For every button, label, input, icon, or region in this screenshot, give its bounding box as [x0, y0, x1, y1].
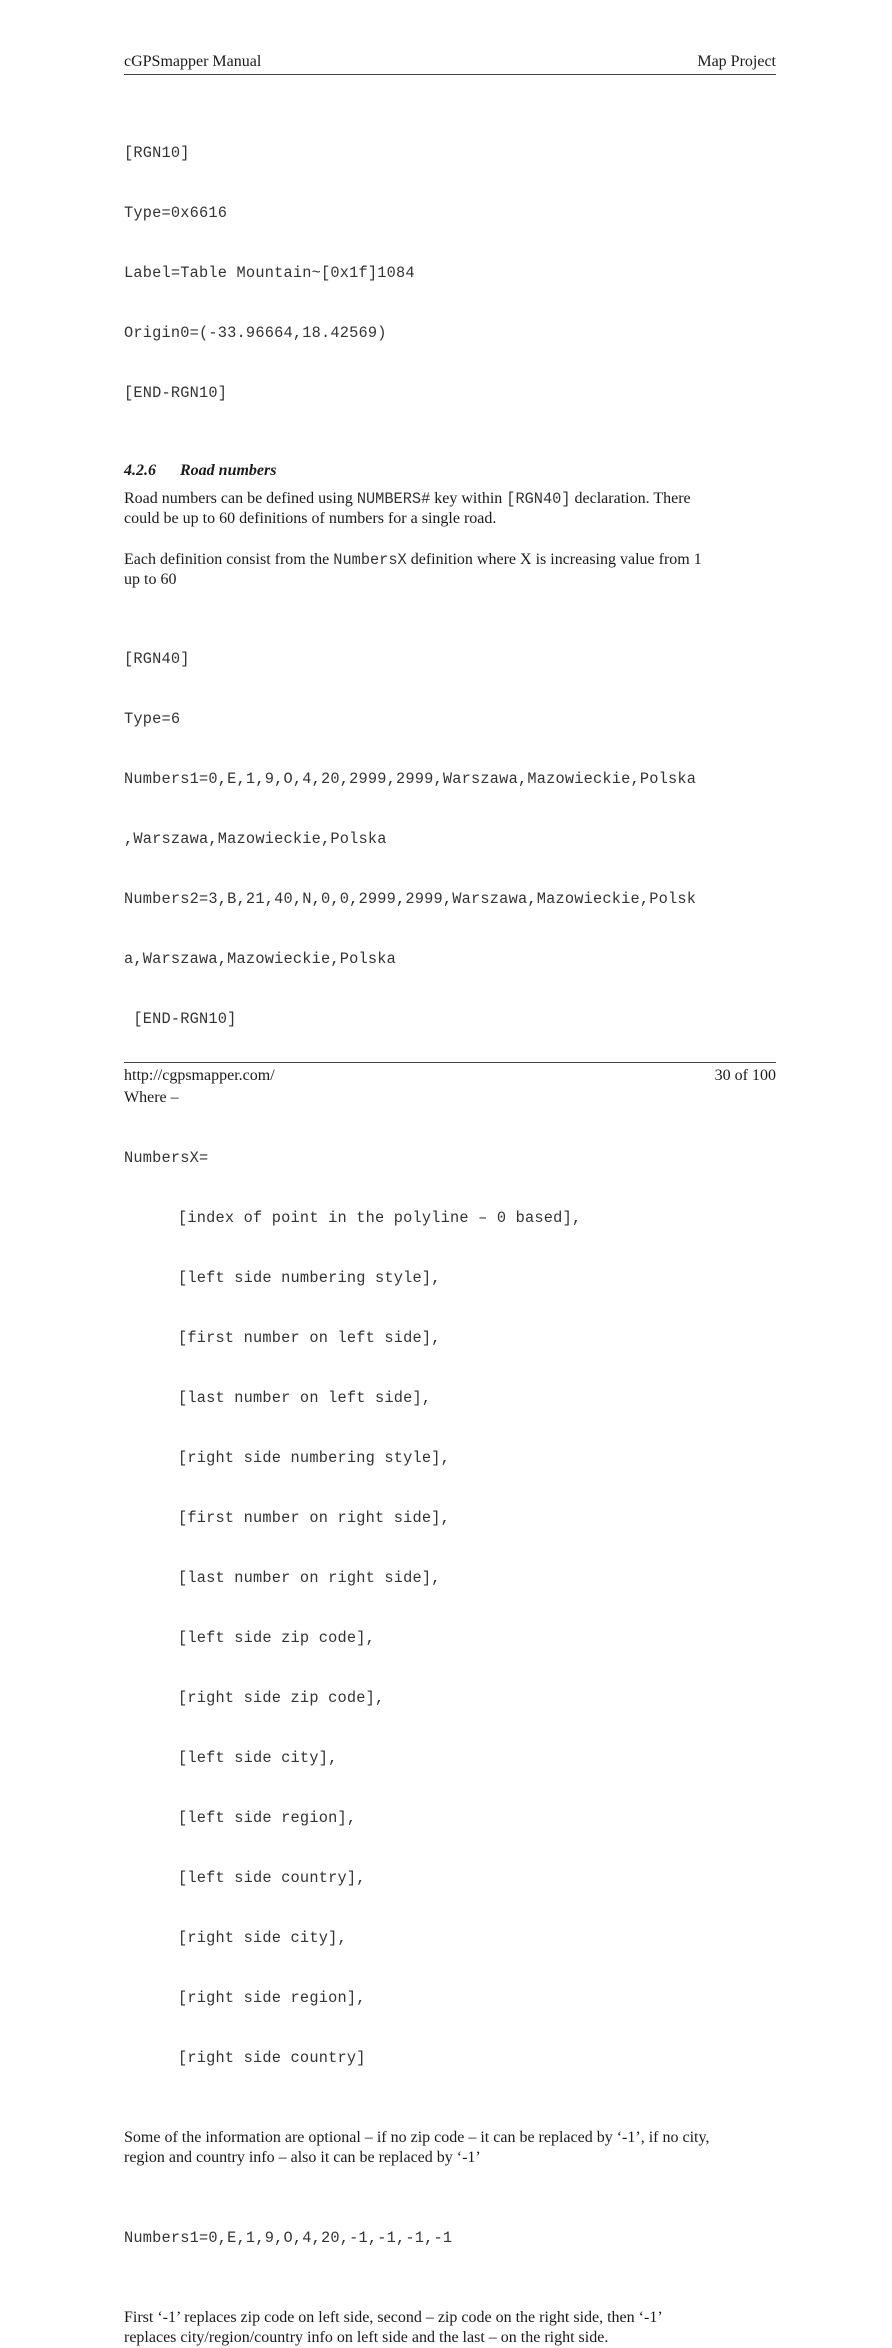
page-content [124, 103, 776, 2348]
code-line: a,Warszawa,Mazowieckie,Polska [124, 950, 397, 968]
code-line: [right side region], [178, 1989, 366, 2007]
paragraph-explanation [124, 2308, 776, 2348]
code-line: [right side numbering style], [178, 1449, 451, 1467]
text: could be up to 60 definitions of numbers for a single road. [124, 510, 497, 527]
code-block-rgn10 [124, 103, 776, 443]
code-line: [END-RGN10] [124, 1010, 237, 1028]
page-footer [124, 1062, 776, 1084]
inline-code: NUMBERS# [356, 490, 431, 508]
code-line: NumbersX= [124, 1149, 209, 1167]
paragraph-optional [124, 2128, 776, 2168]
text: Some of the information are optional – if no zip code – it can be replaced by ‘-1’, if no city, [124, 2129, 710, 2146]
page-header [124, 52, 776, 75]
code-line: [right side zip code], [178, 1689, 385, 1707]
code-block-example [124, 2188, 776, 2288]
code-line: [right side city], [178, 1929, 347, 1947]
code-line: [last number on right side], [178, 1569, 441, 1587]
code-line: Numbers2=3,B,21,40,N,0,0,2999,2999,Warszawa,Mazowieckie,Polsk [124, 890, 697, 908]
code-line: [left side country], [178, 1869, 366, 1887]
code-line: [last number on left side], [178, 1389, 432, 1407]
code-line: [first number on left side], [178, 1329, 441, 1347]
code-line: [RGN10] [124, 144, 190, 162]
section-heading [124, 461, 776, 481]
code-line: Label=Table Mountain~[0x1f]1084 [124, 264, 415, 282]
inline-code: NumbersX [333, 551, 407, 569]
code-line: [index of point in the polyline – 0 based], [178, 1209, 582, 1227]
code-block-rgn40 [124, 609, 776, 1069]
code-block-numbersx [124, 1108, 776, 2108]
paragraph-definition [124, 550, 776, 590]
code-line: [first number on right side], [178, 1509, 451, 1527]
page-number: 30 of 100 [714, 1067, 776, 1084]
code-line: [RGN40] [124, 650, 190, 668]
code-line: [left side city], [178, 1749, 338, 1767]
text: key within [430, 490, 507, 507]
code-line: [left side numbering style], [178, 1269, 441, 1287]
paragraph-intro [124, 489, 776, 529]
code-line: Origin0=(-33.96664,18.42569) [124, 324, 387, 342]
code-line: Numbers1=0,E,1,9,O,4,20,-1,-1,-1,-1 [124, 2229, 453, 2247]
text: up to 60 [124, 571, 177, 588]
text: Each definition consist from the [124, 551, 334, 568]
code-line: [END-RGN10] [124, 384, 228, 402]
code-line: ,Warszawa,Mazowieckie,Polska [124, 830, 387, 848]
section-title: Road numbers [180, 462, 277, 479]
footer-url: http://cgpsmapper.com/ [124, 1067, 275, 1084]
code-line: [right side country] [178, 2049, 366, 2067]
section-number: 4.2.6 [124, 462, 156, 479]
header-section: Map Project [697, 53, 776, 70]
code-line: Numbers1=0,E,1,9,O,4,20,2999,2999,Warszawa,Mazowieckie,Polska [124, 770, 697, 788]
code-line: Type=6 [124, 710, 181, 728]
text: replaces city/region/country info on left side and the last – on the right side. [124, 2329, 609, 2346]
code-line: [left side zip code], [178, 1629, 375, 1647]
text: Road numbers can be defined using [124, 490, 357, 507]
code-line: Type=0x6616 [124, 204, 228, 222]
text: definition where X is increasing value from 1 [406, 551, 702, 568]
header-title: cGPSmapper Manual [124, 53, 262, 70]
inline-code: [RGN40] [506, 490, 571, 508]
text: First ‘-1’ replaces zip code on left side, second – zip code on the right side, then ‘-1’ [124, 2309, 663, 2326]
text: declaration. There [570, 490, 691, 507]
text: region and country info – also it can be replaced by ‘-1’ [124, 2149, 481, 2166]
where-label: Where – [124, 1089, 179, 1106]
code-line: [left side region], [178, 1809, 357, 1827]
